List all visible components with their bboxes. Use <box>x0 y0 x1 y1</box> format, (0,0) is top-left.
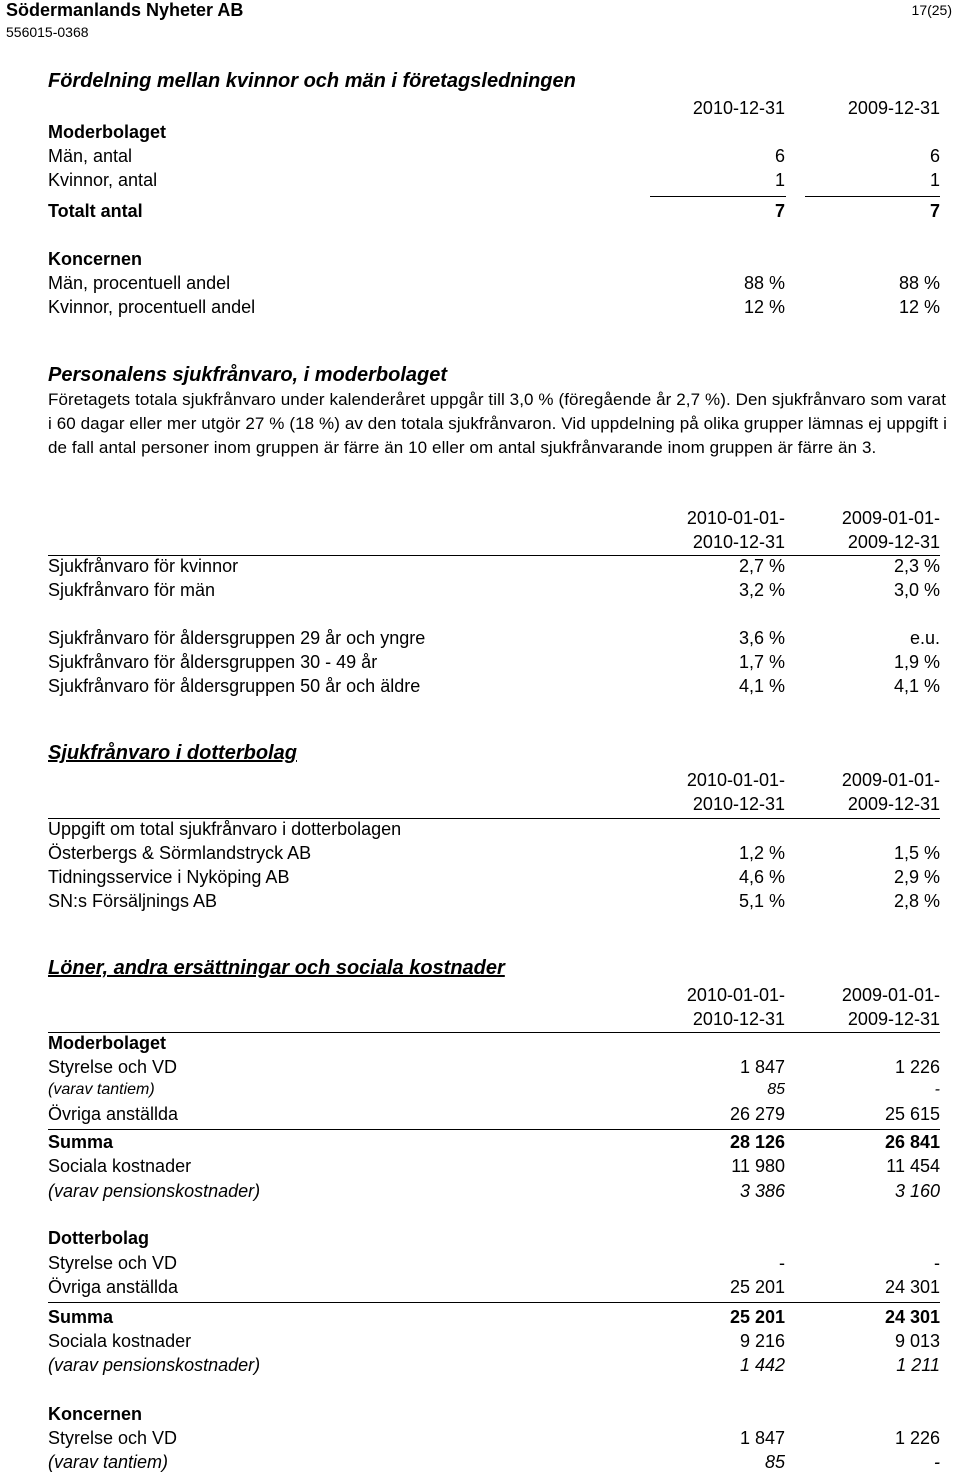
value-cell: 6 <box>774 146 785 166</box>
value-cell: 12 % <box>743 297 785 317</box>
value-cell: 11 980 <box>731 1156 785 1176</box>
rule-line <box>48 1129 940 1130</box>
value-cell: 2,8 % <box>893 891 940 911</box>
col-header-2009-to: 2009-12-31 <box>847 794 940 814</box>
col-header-2010-from: 2010-01-01- <box>686 508 785 528</box>
row-label: Övriga anställda <box>48 1104 179 1124</box>
row-label: Österbergs & Sörmlandstryck AB <box>48 843 312 863</box>
dotterbolag-heading: Dotterbolag <box>48 1228 149 1248</box>
value-cell: 1 226 <box>894 1428 940 1448</box>
row-label: Kvinnor, antal <box>48 170 158 190</box>
col-header-2010-to: 2010-12-31 <box>692 794 785 814</box>
col-header-2009-from: 2009-01-01- <box>841 985 940 1005</box>
col-header-2010-from: 2010-01-01- <box>686 985 785 1005</box>
moderbolaget-heading: Moderbolaget <box>48 1033 167 1053</box>
row-label: (varav tantiem) <box>48 1452 169 1472</box>
value-cell: 6 <box>929 146 940 166</box>
value-cell: 1 442 <box>739 1355 785 1375</box>
value-cell: - <box>934 1452 940 1472</box>
value-cell: 1 211 <box>896 1355 940 1375</box>
row-label: (varav tantiem) <box>48 1081 155 1098</box>
value-cell: 26 841 <box>884 1132 940 1152</box>
value-cell: 1 847 <box>739 1428 785 1448</box>
col-header-2009: 2009-12-31 <box>847 98 940 118</box>
col-header-2010-from: 2010-01-01- <box>686 770 785 790</box>
value-cell: - <box>934 1253 940 1273</box>
row-label-sum: Summa <box>48 1307 114 1327</box>
value-cell: 1 <box>929 170 940 190</box>
value-cell: 28 126 <box>729 1132 785 1152</box>
value-cell: 88 % <box>898 273 940 293</box>
value-cell: 1,9 % <box>893 652 940 672</box>
value-cell: 3,6 % <box>738 628 785 648</box>
value-cell: 1,5 % <box>893 843 940 863</box>
value-cell: 3 386 <box>739 1181 785 1201</box>
row-label: Sjukfrånvaro för män <box>48 580 216 600</box>
section-title-salaries: Löner, andra ersättningar och sociala kostnader <box>48 957 505 979</box>
value-cell: 1 847 <box>739 1057 785 1077</box>
value-cell: 25 201 <box>729 1277 785 1297</box>
value-cell: 24 301 <box>884 1307 940 1327</box>
value-cell: e.u. <box>909 628 940 648</box>
row-label: Sjukfrånvaro för åldersgruppen 30 - 49 år <box>48 652 378 672</box>
value-cell: 24 301 <box>884 1277 940 1297</box>
row-label: Sjukfrånvaro för kvinnor <box>48 556 239 576</box>
value-cell: 25 615 <box>884 1104 940 1124</box>
section-title-sickleave: Personalens sjukfrånvaro, i moderbolaget <box>48 364 448 386</box>
value-cell: 3,0 % <box>893 580 940 600</box>
value-cell: 5,1 % <box>738 891 785 911</box>
row-label: Sociala kostnader <box>48 1331 192 1351</box>
row-label: (varav pensionskostnader) <box>48 1355 261 1375</box>
value-cell: 4,1 % <box>893 676 940 696</box>
rule-line <box>48 1302 940 1303</box>
row-label: Styrelse och VD <box>48 1428 178 1448</box>
subheading: Uppgift om total sjukfrånvaro i dotterbolagen <box>48 819 402 839</box>
section-title-management: Fördelning mellan kvinnor och män i företagsledningen <box>48 70 576 92</box>
row-label: Styrelse och VD <box>48 1253 178 1273</box>
value-cell: 1,7 % <box>738 652 785 672</box>
col-header-2010-to: 2010-12-31 <box>692 1009 785 1029</box>
col-header-2010: 2010-12-31 <box>692 98 785 118</box>
org-number: 556015-0368 <box>6 24 89 40</box>
value-cell: 7 <box>929 201 940 221</box>
col-header-2009-to: 2009-12-31 <box>847 532 940 552</box>
col-header-2009-from: 2009-01-01- <box>841 508 940 528</box>
page-number: 17(25) <box>911 2 952 18</box>
value-cell: 1 <box>774 170 785 190</box>
row-label: Män, antal <box>48 146 133 166</box>
value-cell: 88 % <box>743 273 785 293</box>
rule-line <box>650 196 786 197</box>
row-label: Män, procentuell andel <box>48 273 231 293</box>
value-cell: 9 013 <box>894 1331 940 1351</box>
sickleave-paragraph: Företagets totala sjukfrånvaro under kalenderåret uppgår till 3,0 % (föregående år 2,7 %). Den sjukfrånvaro som varat i 60 dagar eller mer utgör 27 % (18 %) av den totala sjukfrånvaron. Vid uppdelning på olika grupper lämnas ej uppgift i de fall antal personer inom gruppen är färre än 10 eller om antal sjukfrånvarande inom gruppen är färre än 3. <box>48 390 947 457</box>
value-cell: 4,1 % <box>738 676 785 696</box>
value-cell: 85 <box>764 1452 785 1472</box>
row-label: Sociala kostnader <box>48 1156 192 1176</box>
value-cell: - <box>934 1081 940 1098</box>
value-cell: 9 216 <box>739 1331 785 1351</box>
value-cell: 4,6 % <box>738 867 785 887</box>
row-label: Kvinnor, procentuell andel <box>48 297 256 317</box>
rule-line <box>48 1032 940 1033</box>
value-cell: 3,2 % <box>738 580 785 600</box>
value-cell: 1,2 % <box>738 843 785 863</box>
value-cell: 12 % <box>898 297 940 317</box>
row-label: (varav pensionskostnader) <box>48 1181 261 1201</box>
row-label-total: Totalt antal <box>48 201 143 221</box>
company-name: Södermanlands Nyheter AB <box>6 0 244 20</box>
value-cell: - <box>779 1253 785 1273</box>
row-label: Övriga anställda <box>48 1277 179 1297</box>
value-cell: 3 160 <box>894 1181 940 1201</box>
row-label: Styrelse och VD <box>48 1057 178 1077</box>
row-label: Sjukfrånvaro för åldersgruppen 29 år och yngre <box>48 628 426 648</box>
value-cell: 1 226 <box>894 1057 940 1077</box>
moderbolaget-heading: Moderbolaget <box>48 122 167 142</box>
koncernen-heading: Koncernen <box>48 249 143 269</box>
value-cell: 11 454 <box>886 1156 940 1176</box>
value-cell: 2,3 % <box>893 556 940 576</box>
value-cell: 2,9 % <box>893 867 940 887</box>
row-label-sum: Summa <box>48 1132 114 1152</box>
col-header-2009-from: 2009-01-01- <box>841 770 940 790</box>
koncernen-heading: Koncernen <box>48 1404 143 1424</box>
rule-line <box>805 196 940 197</box>
value-cell: 7 <box>774 201 785 221</box>
value-cell: 85 <box>767 1081 785 1098</box>
value-cell: 26 279 <box>729 1104 785 1124</box>
value-cell: 25 201 <box>729 1307 785 1327</box>
row-label: Tidningsservice i Nyköping AB <box>48 867 290 887</box>
section-title-subsidiaries-sickleave: Sjukfrånvaro i dotterbolag <box>48 742 297 764</box>
row-label: Sjukfrånvaro för åldersgruppen 50 år och äldre <box>48 676 421 696</box>
col-header-2010-to: 2010-12-31 <box>692 532 785 552</box>
row-label: SN:s Försäljnings AB <box>48 891 218 911</box>
value-cell: 2,7 % <box>738 556 785 576</box>
col-header-2009-to: 2009-12-31 <box>847 1009 940 1029</box>
